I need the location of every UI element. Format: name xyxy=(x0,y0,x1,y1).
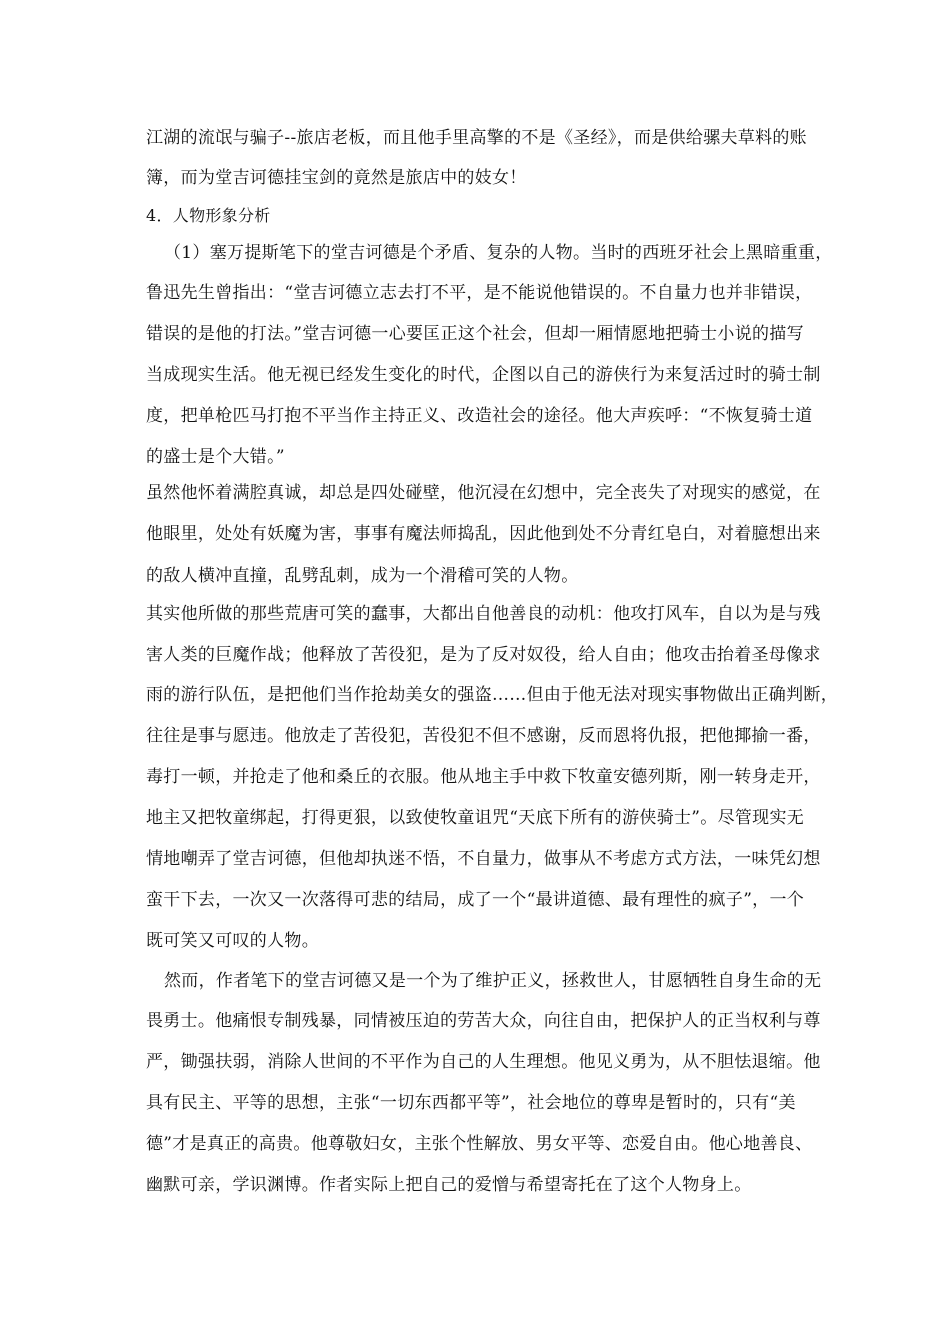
text-line: 簿，而为堂吉诃德挂宝剑的竟然是旅店中的妓女！ xyxy=(146,168,527,188)
text-line: 毒打一顿，并抢走了他和桑丘的衣服。他从地主手中救下牧童安德列斯，刚一转身走开， xyxy=(146,767,821,787)
text-line: 害人类的巨魔作战；他释放了苦役犯，是为了反对奴役，给人自由；他攻击抬着圣母像求 xyxy=(146,645,821,665)
text-line: 当成现实生活。他无视已经发生变化的时代，企图以自己的游侠行为来复活过时的骑士制 xyxy=(146,365,821,385)
text-line: 虽然他怀着满腔真诚，却总是四处碰壁，他沉浸在幻想中，完全丧失了对现实的感觉，在 xyxy=(146,483,821,503)
text-line: 的敌人横冲直撞，乱劈乱刺，成为一个滑稽可笑的人物。 xyxy=(146,566,579,586)
text-line: 的盛士是个大错。” xyxy=(146,447,285,467)
text-line: 既可笑又可叹的人物。 xyxy=(146,931,319,951)
text-line: 蛮干下去，一次又一次落得可悲的结局，成了一个“最讲道德、最有理性的疯子”，一个 xyxy=(146,890,805,910)
text-line: 幽默可亲，学识渊博。作者实际上把自己的爱憎与希望寄托在了这个人物身上。 xyxy=(146,1175,752,1195)
text-line: 情地嘲弄了堂吉诃德，但他却执迷不悟，不自量力，做事从不考虑方式方法，一味凭幻想 xyxy=(146,849,821,869)
section-heading: 4．人物形象分析 xyxy=(146,206,271,225)
text-line: 地主又把牧童绑起，打得更狠，以致使牧童诅咒“天底下所有的游侠骑士”。尽管现实无 xyxy=(146,808,805,828)
text-line: 雨的游行队伍，是把他们当作抢劫美女的强盗……但由于他无法对现实事物做出正确判断， xyxy=(146,685,838,705)
text-line: 错误的是他的打法。”堂吉诃德一心要匡正这个社会，但却一厢情愿地把骑士小说的描写 xyxy=(146,324,804,344)
text-line: 度，把单枪匹马打抱不平当作主持正义、改造社会的途径。他大声疾呼：“不恢复骑士道 xyxy=(146,406,813,426)
text-line: 江湖的流氓与骗子--旅店老板，而且他手里高擎的不是《圣经》，而是供给骡夫草料的账 xyxy=(146,128,807,148)
text-line: （1）塞万提斯笔下的堂吉诃德是个矛盾、复杂的人物。当时的西班牙社会上黑暗重重， xyxy=(164,243,833,263)
text-line: 具有民主、平等的思想，主张“一切东西都平等”，社会地位的尊卑是暂时的，只有“美 xyxy=(146,1093,796,1113)
text-line: 他眼里，处处有妖魔为害，事事有魔法师捣乱，因此他到处不分青红皂白，对着臆想出来 xyxy=(146,524,821,544)
text-line: 其实他所做的那些荒唐可笑的蠢事，大都出自他善良的动机：他攻打风车，自以为是与残 xyxy=(146,604,821,624)
text-line: 往往是事与愿违。他放走了苦役犯，苦役犯不但不感谢，反而恩将仇报，把他揶揄一番， xyxy=(146,726,821,746)
text-line: 然而，作者笔下的堂吉诃德又是一个为了维护正义，拯救世人，甘愿牺牲自身生命的无 xyxy=(164,971,822,991)
text-line: 畏勇士。他痛恨专制残暴，同情被压迫的劳苦大众，向往自由，把保护人的正当权利与尊 xyxy=(146,1011,821,1031)
text-line: 鲁迅先生曾指出：“堂吉诃德立志去打不平，是不能说他错误的。不自量力也并非错误， xyxy=(146,283,813,303)
text-line: 严，锄强扶弱，消除人世间的不平作为自己的人生理想。他见义勇为，从不胆怯退缩。他 xyxy=(146,1052,821,1072)
text-line: 德”才是真正的高贵。他尊敬妇女，主张个性解放、男女平等、恋爱自由。他心地善良、 xyxy=(146,1134,813,1154)
